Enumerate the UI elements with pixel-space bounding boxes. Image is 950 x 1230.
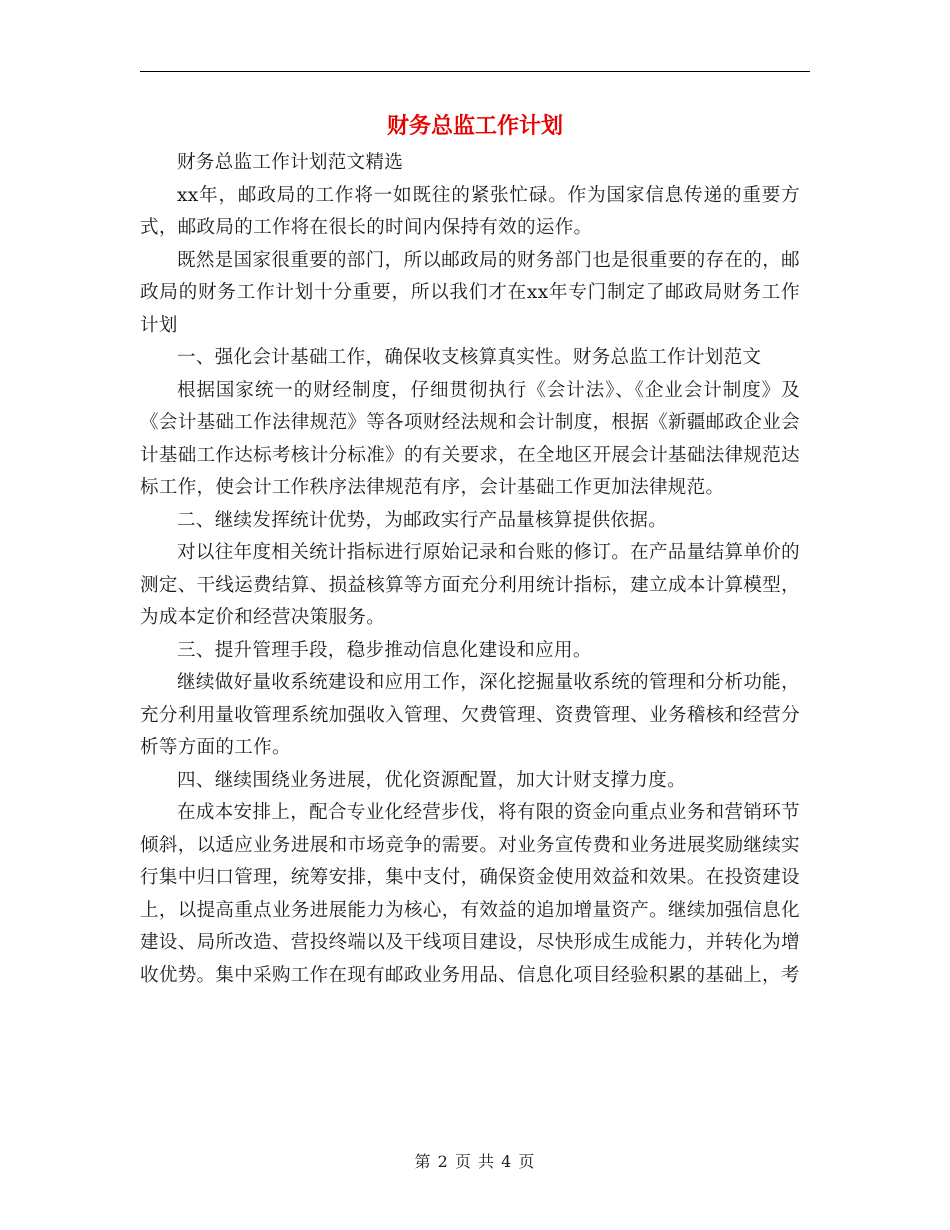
document-body	[140, 147, 800, 992]
section-heading: 一、强化会计基础工作，确保收支核算真实性。财务总监工作计划范文	[177, 347, 762, 368]
section-heading: 二、继续发挥统计优势，为邮政实行产品量核算提供依据。	[177, 509, 668, 531]
paragraph: 既然是国家很重要的部门，所以邮政局的财务部门也是很重要的存在的，邮政局的财务工作计划十分重要，所以我们才在xx年专门制定了邮政局财务工作计划	[140, 249, 800, 336]
paragraph: 根据国家统一的财经制度，仔细贯彻执行《会计法》、《企业会计制度》及《会计基础工作法律规范》等各项财经法规和会计制度，根据《新疆邮政企业会计基础工作达标考核计分标准》的有关要求，在全地区开展会计基础法律规范达标工作，使会计工作秩序法律规范有序，会计基础工作更加法律规范。	[140, 379, 800, 498]
paragraph: 对以往年度相关统计指标进行原始记录和台账的修订。在产品量结算单价的测定、干线运费结算、损益核算等方面充分利用统计指标，建立成本计算模型，为成本定价和经营决策服务。	[140, 542, 800, 628]
paragraph: 在成本安排上，配合专业化经营步伐，将有限的资金向重点业务和营销环节倾斜，以适应业务进展和市场竞争的需要。对业务宣传费和业务进展奖励继续实行集中归口管理，统筹安排，集中支付，确保资金使用效益和效果。在投资建设上，以提高重点业务进展能力为核心，有效益的追加增量资产。继续加强信息化建设、局所改造、营投终端以及干线项目建设，尽快形成生成能力，并转化为增收优势。集中采购工作在现有邮政业务用品、信息化项目经验积累的基础上，考	[140, 802, 800, 986]
page-number: 第 2 页 共 4 页	[414, 1152, 536, 1171]
paragraph: 继续做好量收系统建设和应用工作，深化挖掘量收系统的管理和分析功能，充分利用量收管理系统加强收入管理、欠费管理、资费管理、业务稽核和经营分析等方面的工作。	[140, 672, 800, 758]
paragraph: xx年，邮政局的工作将一如既往的紧张忙碌。作为国家信息传递的重要方式，邮政局的工作将在很长的时间内保持有效的运作。	[140, 184, 800, 238]
paragraph-subtitle: 财务总监工作计划范文精选	[177, 152, 404, 173]
section-heading: 四、继续围绕业务进展，优化资源配置，加大计财支撑力度。	[177, 769, 686, 791]
document-title: 财务总监工作计划	[386, 113, 563, 139]
section-heading: 三、提升管理手段，稳步推动信息化建设和应用。	[177, 639, 592, 661]
header-rule	[140, 71, 810, 72]
